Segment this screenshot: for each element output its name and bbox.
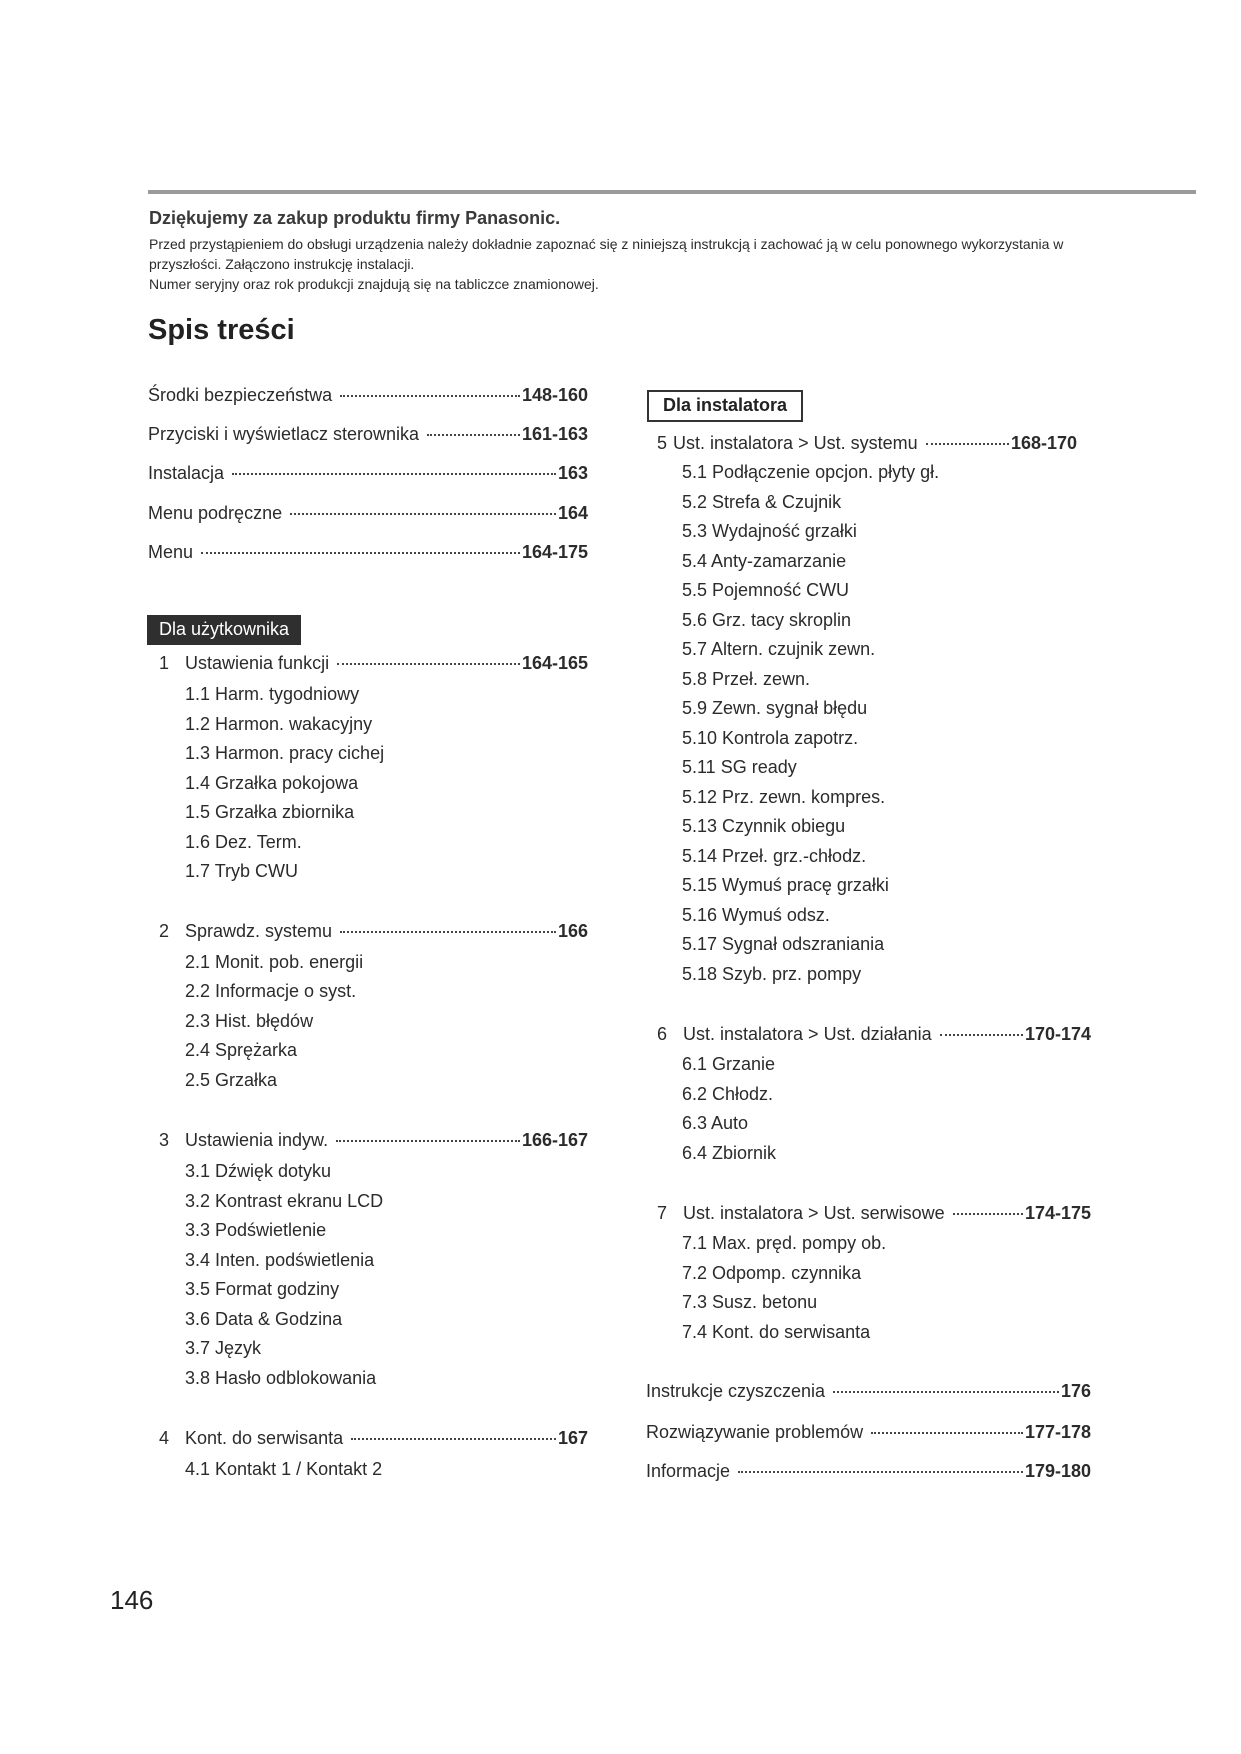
toc-section-number: 2 [159,921,170,941]
toc-subitem[interactable]: 2.2 Informacje o syst. [185,981,357,1001]
toc-entry-page: 164-175 [521,542,588,562]
toc-subitem[interactable]: 5.15 Wymuś pracę grzałki [682,875,889,895]
intro-line: Numer seryjny oraz rok produkcji znajdują się na tabliczce znamionowej. [149,276,599,292]
toc-entry[interactable] [646,1422,1091,1443]
toc-section-number: 7 [657,1203,668,1223]
toc-entry-page: 161-163 [521,424,588,444]
toc-subitem[interactable]: 5.2 Strefa & Czujnik [682,492,842,512]
toc-subitem[interactable]: 5.5 Pojemność CWU [682,580,850,600]
toc-section-label: Sprawdz. systemu [185,921,333,941]
toc-entry[interactable] [148,463,588,484]
toc-entry-label: Rozwiązywanie problemów [646,1422,864,1442]
toc-subitem[interactable]: 6.2 Chłodz. [682,1084,774,1104]
toc-subitem[interactable]: 7.2 Odpomp. czynnika [682,1263,862,1283]
toc-subitem[interactable]: 3.7 Język [185,1338,262,1358]
toc-section[interactable] [159,921,588,942]
toc-section[interactable] [159,653,588,674]
user-section-badge: Dla użytkownika [147,615,301,645]
toc-section-page: 167 [557,1428,588,1448]
toc-subitem[interactable]: 5.4 Anty-zamarzanie [682,551,847,571]
dot-leader [738,1471,1023,1473]
toc-subitem[interactable]: 7.3 Susz. betonu [682,1292,818,1312]
toc-subitem[interactable]: 3.6 Data & Godzina [185,1309,343,1329]
toc-entry[interactable] [148,424,588,445]
page-title: Spis treści [148,314,295,346]
toc-entry-page: 176 [1060,1381,1091,1401]
toc-section[interactable] [657,433,1077,454]
toc-subitem[interactable]: 5.8 Przeł. zewn. [682,669,811,689]
toc-section-number: 5 [657,433,668,453]
dot-leader [201,552,520,554]
toc-section-page: 170-174 [1024,1024,1091,1044]
toc-subitem[interactable]: 5.10 Kontrola zapotrz. [682,728,859,748]
toc-subitem[interactable]: 5.12 Prz. zewn. kompres. [682,787,886,807]
toc-subitem[interactable]: 5.13 Czynnik obiegu [682,816,846,836]
toc-subitem[interactable]: 3.5 Format godziny [185,1279,340,1299]
toc-entry[interactable] [148,385,588,406]
toc-section-page: 168-170 [1010,433,1077,453]
toc-subitem[interactable]: 1.3 Harmon. pracy cichej [185,743,385,763]
toc-subitem[interactable]: 5.18 Szyb. prz. pompy [682,964,862,984]
toc-subitem[interactable]: 7.4 Kont. do serwisanta [682,1322,871,1342]
dot-leader [940,1034,1023,1036]
toc-subitem[interactable]: 1.4 Grzałka pokojowa [185,773,359,793]
toc-entry-label: Instrukcje czyszczenia [646,1381,826,1401]
toc-subitem[interactable]: 1.6 Dez. Term. [185,832,302,852]
toc-subitem[interactable]: 1.2 Harmon. wakacyjny [185,714,373,734]
toc-section-label: Ust. instalatora > Ust. działania [683,1024,932,1044]
dot-leader [833,1391,1059,1393]
toc-section-label: Ustawienia indyw. [185,1130,329,1150]
toc-entry-label: Przyciski i wyświetlacz sterownika [148,424,420,444]
toc-subitem[interactable]: 6.1 Grzanie [682,1054,776,1074]
toc-entry-label: Środki bezpieczeństwa [148,385,333,405]
toc-subitem[interactable]: 5.17 Sygnał odszraniania [682,934,885,954]
dot-leader [926,443,1009,445]
dot-leader [953,1213,1023,1215]
toc-subitem[interactable]: 3.2 Kontrast ekranu LCD [185,1191,384,1211]
toc-subitem[interactable]: 1.5 Grzałka zbiornika [185,802,355,822]
toc-entry-page: 163 [557,463,588,483]
toc-subitem[interactable]: 3.8 Hasło odblokowania [185,1368,377,1388]
dot-leader [232,473,556,475]
dot-leader [871,1432,1023,1434]
toc-entry[interactable] [148,503,588,524]
toc-subitem[interactable]: 5.3 Wydajność grzałki [682,521,857,541]
toc-section-label: Ustawienia funkcji [185,653,330,673]
toc-entry[interactable] [646,1461,1091,1482]
toc-entry-label: Menu podręczne [148,503,283,523]
dot-leader [290,513,556,515]
toc-section-number: 3 [159,1130,170,1150]
toc-subitem[interactable]: 3.4 Inten. podświetlenia [185,1250,375,1270]
toc-section-page: 174-175 [1024,1203,1091,1223]
intro-line: Przed przystąpieniem do obsługi urządzenia należy dokładnie zapoznać się z niniejszą instrukcją i zachować ją w celu ponownego wykorzystania w [149,236,1064,252]
toc-entry[interactable] [148,542,588,563]
toc-section-number: 6 [657,1024,668,1044]
toc-subitem[interactable]: 2.4 Sprężarka [185,1040,298,1060]
toc-subitem[interactable]: 5.11 SG ready [682,757,797,777]
toc-entry-page: 177-178 [1024,1422,1091,1442]
toc-subitem[interactable]: 3.1 Dźwięk dotyku [185,1161,332,1181]
page-number: 146 [110,1585,154,1615]
dot-leader [427,434,520,436]
toc-subitem[interactable]: 5.7 Altern. czujnik zewn. [682,639,876,659]
toc-section[interactable] [159,1428,588,1449]
toc-subitem[interactable]: 1.7 Tryb CWU [185,861,299,881]
toc-subitem[interactable]: 1.1 Harm. tygodniowy [185,684,360,704]
toc-subitem[interactable]: 5.14 Przeł. grz.-chłodz. [682,846,867,866]
intro-line: przyszłości. Załączono instrukcję instalacji. [149,256,415,272]
toc-subitem[interactable]: 2.3 Hist. błędów [185,1011,314,1031]
toc-section-page: 166-167 [521,1130,588,1150]
dot-leader [336,1140,520,1142]
toc-entry-page: 148-160 [521,385,588,405]
toc-entry-label: Instalacja [148,463,225,483]
header-rule [148,190,1196,194]
toc-subitem[interactable]: 7.1 Max. pręd. pompy ob. [682,1233,887,1253]
toc-subitem[interactable]: 5.16 Wymuś odsz. [682,905,830,925]
toc-section-page: 164-165 [521,653,588,673]
toc-subitem[interactable]: 5.1 Podłączenie opcjon. płyty gł. [682,462,940,482]
dot-leader [351,1438,556,1440]
toc-subitem[interactable]: 6.3 Auto [682,1113,749,1133]
toc-section-number: 4 [159,1428,170,1448]
toc-section[interactable] [657,1203,1091,1224]
intro-thanks: Dziękujemy za zakup produktu firmy Panasonic. [149,208,561,228]
toc-section-label: Ust. instalatora > Ust. systemu [673,433,918,453]
toc-subitem[interactable]: 5.6 Grz. tacy skroplin [682,610,852,630]
installer-section-badge: Dla instalatora [647,390,803,422]
toc-section-label: Ust. instalatora > Ust. serwisowe [683,1203,945,1223]
toc-subitem[interactable]: 2.1 Monit. pob. energii [185,952,364,972]
dot-leader [340,931,556,933]
toc-subitem[interactable]: 6.4 Zbiornik [682,1143,777,1163]
toc-section-label: Kont. do serwisanta [185,1428,344,1448]
toc-subitem[interactable]: 3.3 Podświetlenie [185,1220,327,1240]
toc-entry[interactable] [646,1381,1091,1402]
toc-section[interactable] [159,1130,588,1151]
toc-entry-label: Informacje [646,1461,731,1481]
toc-subitem[interactable]: 2.5 Grzałka [185,1070,278,1090]
dot-leader [337,663,520,665]
dot-leader [340,395,520,397]
toc-entry-page: 179-180 [1024,1461,1091,1481]
intro-block [149,208,1149,294]
toc-subitem[interactable]: 5.9 Zewn. sygnał błędu [682,698,868,718]
toc-subitem[interactable]: 4.1 Kontakt 1 / Kontakt 2 [185,1459,383,1479]
toc-section[interactable] [657,1024,1091,1045]
toc-section-page: 166 [557,921,588,941]
toc-entry-page: 164 [557,503,588,523]
toc-section-number: 1 [159,653,170,673]
toc-entry-label: Menu [148,542,194,562]
